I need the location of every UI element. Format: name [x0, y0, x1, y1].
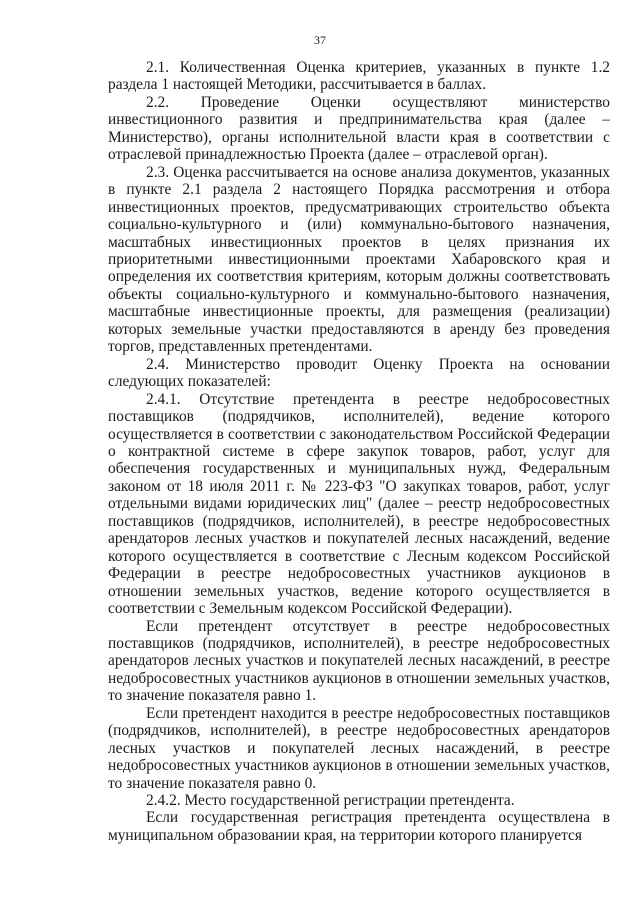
document-body — [108, 59, 610, 844]
paragraph-2-4-2: 2.4.2. Место государственной регистрации претендента. — [146, 792, 515, 810]
paragraph-2-4-1: 2.4.1. Отсутствие претендента в реестре недобросовестных поставщиков (подрядчиков, исполнителей), ведение которого осуществляется в соответствии с законодательством Российской Федерации о контрактной системе в сфере закупок товаров, работ, услуг для обеспечения государственных и муниципальных нужд, Федеральным законом от 18 июля 2011 г. № 223-ФЗ "О закупках товаров, работ, услуг отдельными видами юридических лиц" (далее – реестр недобросовестных поставщиков (подрядчиков, исполнителей), в реестре недобросовестных арендаторов лесных участков и покупателей лесных насаждений, ведение которого осуществляется в соответствие с Лесным кодексом Российской Федерации в реестре недобросовестных участников аукционов в отношении земельных участков, ведение которого осуществляется в соответствии с Земельным кодексом Российской Федерации). — [108, 390, 610, 618]
paragraph-value-0: Если претендент находится в реестре недобросовестных поставщиков (подрядчиков, исполнителей), в реестре недобросовестных арендаторов лесных участков и покупателей лесных насаждений, в реестре недобросовестных участников аукционов в отношении земельных участков, то значение показателя равно 0. — [108, 704, 610, 792]
paragraph-2-1: 2.1. Количественная Оценка критериев, указанных в пункте 1.2 раздела 1 настоящей Методики, рассчитывается в баллах. — [108, 59, 610, 94]
paragraph-2-2: 2.2. Проведение Оценки осуществляют министерство инвестиционного развития и предпринимательства края (далее – Министерство), органы исполнительной власти края в соответствии с отраслевой принадлежностью Проекта (далее – отраслевой орган). — [108, 93, 610, 164]
page-number: 37 — [314, 33, 326, 47]
paragraph-2-4: 2.4. Министерство проводит Оценку Проекта на основании следующих показателей: — [108, 355, 610, 391]
paragraph-2-3: 2.3. Оценка рассчитывается на основе анализа документов, указанных в пункте 2.1 раздела 2 настоящего Порядка рассмотрения и отбора инвестиционных проектов, предусматривающих строительство объекта социально-культурного и (или) коммунально-бытового назначения, масштабных инвестиционных проектов в целях признания их приоритетными инвестиционными проектами Хабаровского края и определения их соответствия критериям, которым должны соответствовать объекты социально-культурного и коммунально-бытового назначения, масштабные инвестиционные проекты, для размещения (реализации) которых земельные участки предоставляются в аренду без проведения торгов, представленных претендентами. — [108, 163, 610, 356]
paragraph-value-1: Если претендент отсутствует в реестре недобросовестных поставщиков (подрядчиков, исполнителей), в реестре недобросовестных арендаторов лесных участков и покупателей лесных насаждений, в реестре недобросовестных участников аукционов в отношении земельных участков, то значение показателя равно 1. — [108, 617, 610, 705]
paragraph-registration: Если государственная регистрация претендента осуществлена в муниципальном образовании края, на территории которого планируется — [108, 809, 610, 844]
